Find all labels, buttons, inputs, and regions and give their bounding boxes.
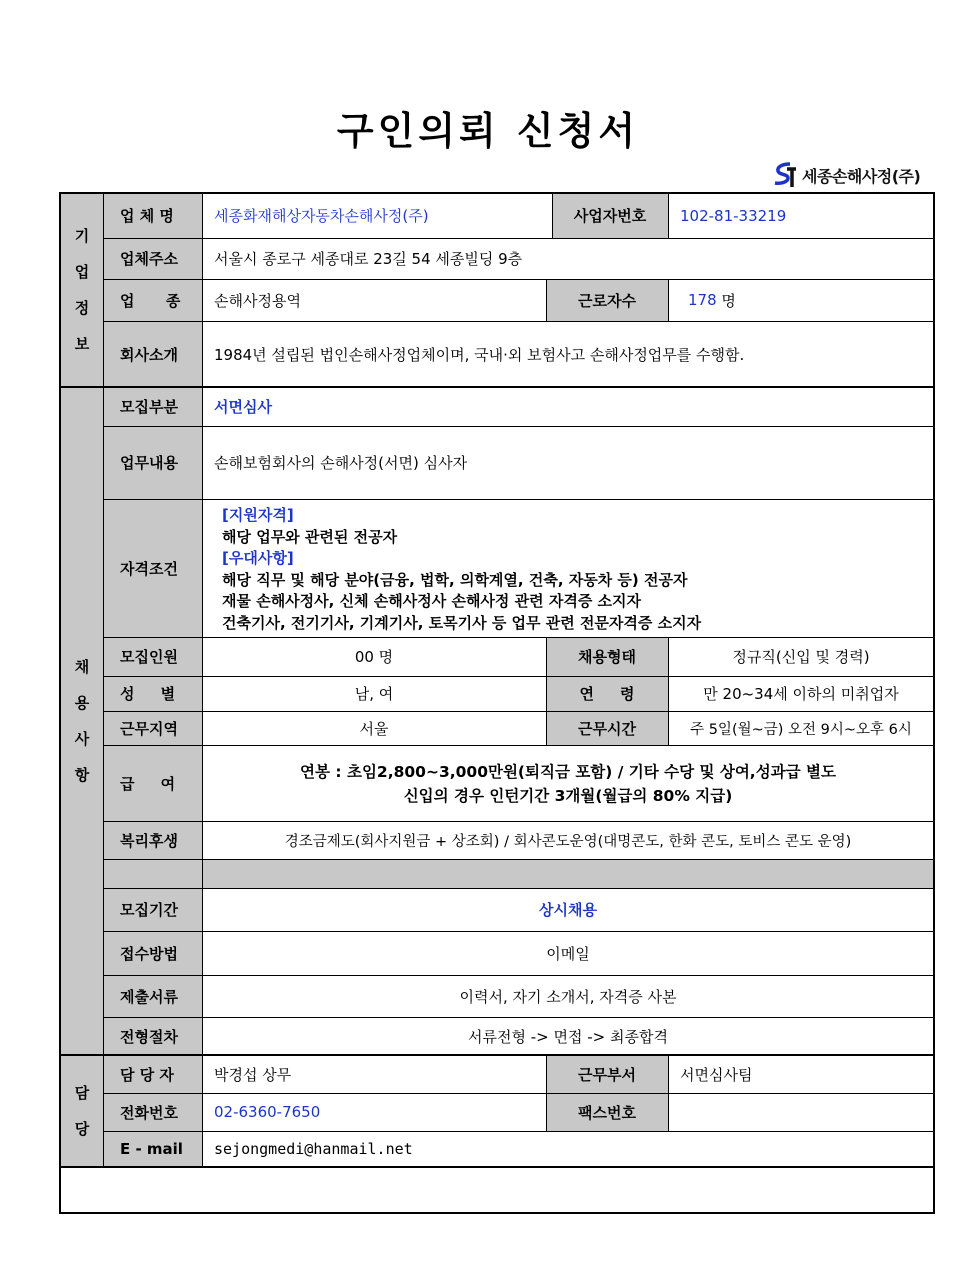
- duty-value: 손해보험회사의 손해사정(서면) 심사자: [214, 454, 468, 472]
- document-title: 구인의뢰 신청서: [336, 109, 640, 153]
- dept-value: 서면심사: [214, 398, 272, 416]
- employees-unit: 명: [721, 291, 736, 310]
- salary-line-1: 연봉 : 초임2,800~3,000만원(퇴직금 포함) / 기타 수당 및 상여,성과급 별도: [300, 763, 836, 781]
- qual-heading-preferred: [우대사항]: [222, 549, 294, 567]
- process-value: 서류전형 -> 면접 -> 최종합격: [468, 1027, 668, 1046]
- sj-logo-icon: [772, 161, 798, 189]
- method-label: 접수방법: [104, 931, 202, 975]
- welfare-value: 경조금제도(회사지원금 + 상조회) / 회사콘도운영(대명콘도, 한화 콘도, 토비스 콘도 운영): [284, 833, 852, 850]
- contact-dept-value: 서면심사팀: [680, 1065, 753, 1084]
- region-label: 근무지역: [104, 711, 202, 745]
- docs-value: 이력서, 자기 소개서, 자격증 사본: [459, 987, 677, 1006]
- method-value: 이메일: [546, 944, 590, 963]
- phone-value: 02-6360-7650: [214, 1103, 321, 1121]
- duty-label: 업무내용: [104, 426, 202, 499]
- person-label: 담 당 자: [104, 1055, 202, 1093]
- docs-label: 제출서류: [104, 975, 202, 1017]
- employees-value: [668, 279, 934, 321]
- company-name-label: 업 체 명: [104, 193, 202, 238]
- bizno-label: 사업자번호: [552, 193, 668, 238]
- fax-value: [668, 1093, 934, 1131]
- salary-line-2: 신입의 경우 인턴기간 3개월(월급의 80% 지급): [403, 787, 733, 805]
- industry-label: 업 종: [104, 279, 202, 321]
- address-value: 서울시 종로구 세종대로 23길 54 세종빌딩 9층: [214, 250, 523, 268]
- qual-line-4: 건축기사, 전기기사, 기계기사, 토목기사 등 업무 관련 전문자격증 소지자: [222, 613, 702, 632]
- gender-label: 성 별: [104, 676, 202, 711]
- intro-label: 회사소개: [104, 321, 202, 387]
- email-value: sejongmedi@hanmail.net: [214, 1140, 413, 1158]
- footer-blank-row: [60, 1167, 934, 1213]
- type-value: 정규직(신입 및 경력): [732, 648, 870, 666]
- qual-line-3: 재물 손해사정사, 신체 손해사정사 손해사정 관련 자격증 소지자: [222, 592, 641, 610]
- qual-heading-required: [지원자격]: [222, 506, 294, 524]
- section-company-info: 기 업 정 보: [60, 193, 104, 387]
- period-value: 상시채용: [539, 901, 597, 919]
- region-value: 서울: [359, 719, 389, 738]
- period-label: 모집기간: [104, 888, 202, 931]
- industry-value: 손해사정용역: [214, 291, 301, 310]
- separator-row: [104, 859, 934, 888]
- address-label: 업체주소: [104, 238, 202, 279]
- section-recruit-info: 채 용 사 항: [60, 387, 104, 1055]
- fax-label: 팩스번호: [546, 1093, 668, 1131]
- intro-value: 1984년 설립된 법인손해사정업체이며, 국내·외 보험사고 손해사정업무를 수행함.: [214, 345, 745, 364]
- qual-label: 자격조건: [104, 499, 202, 637]
- employees-label: 근로자수: [546, 279, 668, 321]
- person-value: 박경섭 상무: [214, 1065, 292, 1084]
- company-name-value: 세종화재해상자동차손해사정(주): [214, 207, 429, 225]
- phone-label: 전화번호: [104, 1093, 202, 1131]
- hours-value: 주 5일(월~금) 오전 9시~오후 6시: [690, 721, 912, 738]
- salary-label: 급 여: [104, 745, 202, 821]
- process-label: 전형절차: [104, 1017, 202, 1055]
- welfare-label: 복리후생: [104, 821, 202, 859]
- employees-number: 178: [688, 291, 717, 309]
- bizno-value: 102-81-33219: [680, 206, 787, 225]
- dept-label: 모집부분: [104, 387, 202, 426]
- company-logo: [772, 160, 920, 190]
- qual-line-2: 해당 직무 및 해당 분야(금융, 법학, 의학계열, 건축, 자동차 등) 전공자: [222, 570, 688, 589]
- salary-value: [202, 745, 934, 821]
- count-value: 00 명: [354, 648, 394, 666]
- hours-label: 근무시간: [546, 711, 668, 745]
- type-label: 채용형태: [546, 637, 668, 676]
- gender-value: 남, 여: [354, 685, 394, 703]
- contact-dept-label: 근무부서: [546, 1055, 668, 1093]
- qual-value: [202, 499, 934, 637]
- email-label: E - mail: [104, 1131, 202, 1167]
- age-value: 만 20~34세 이하의 미취업자: [703, 685, 899, 703]
- section-contact: 담 당: [60, 1055, 104, 1167]
- logo-text: 세종손해사정(주): [802, 166, 921, 186]
- count-label: 모집인원: [104, 637, 202, 676]
- qual-line-1: 해당 업무와 관련된 전공자: [222, 527, 398, 546]
- age-label: 연 령: [546, 676, 668, 711]
